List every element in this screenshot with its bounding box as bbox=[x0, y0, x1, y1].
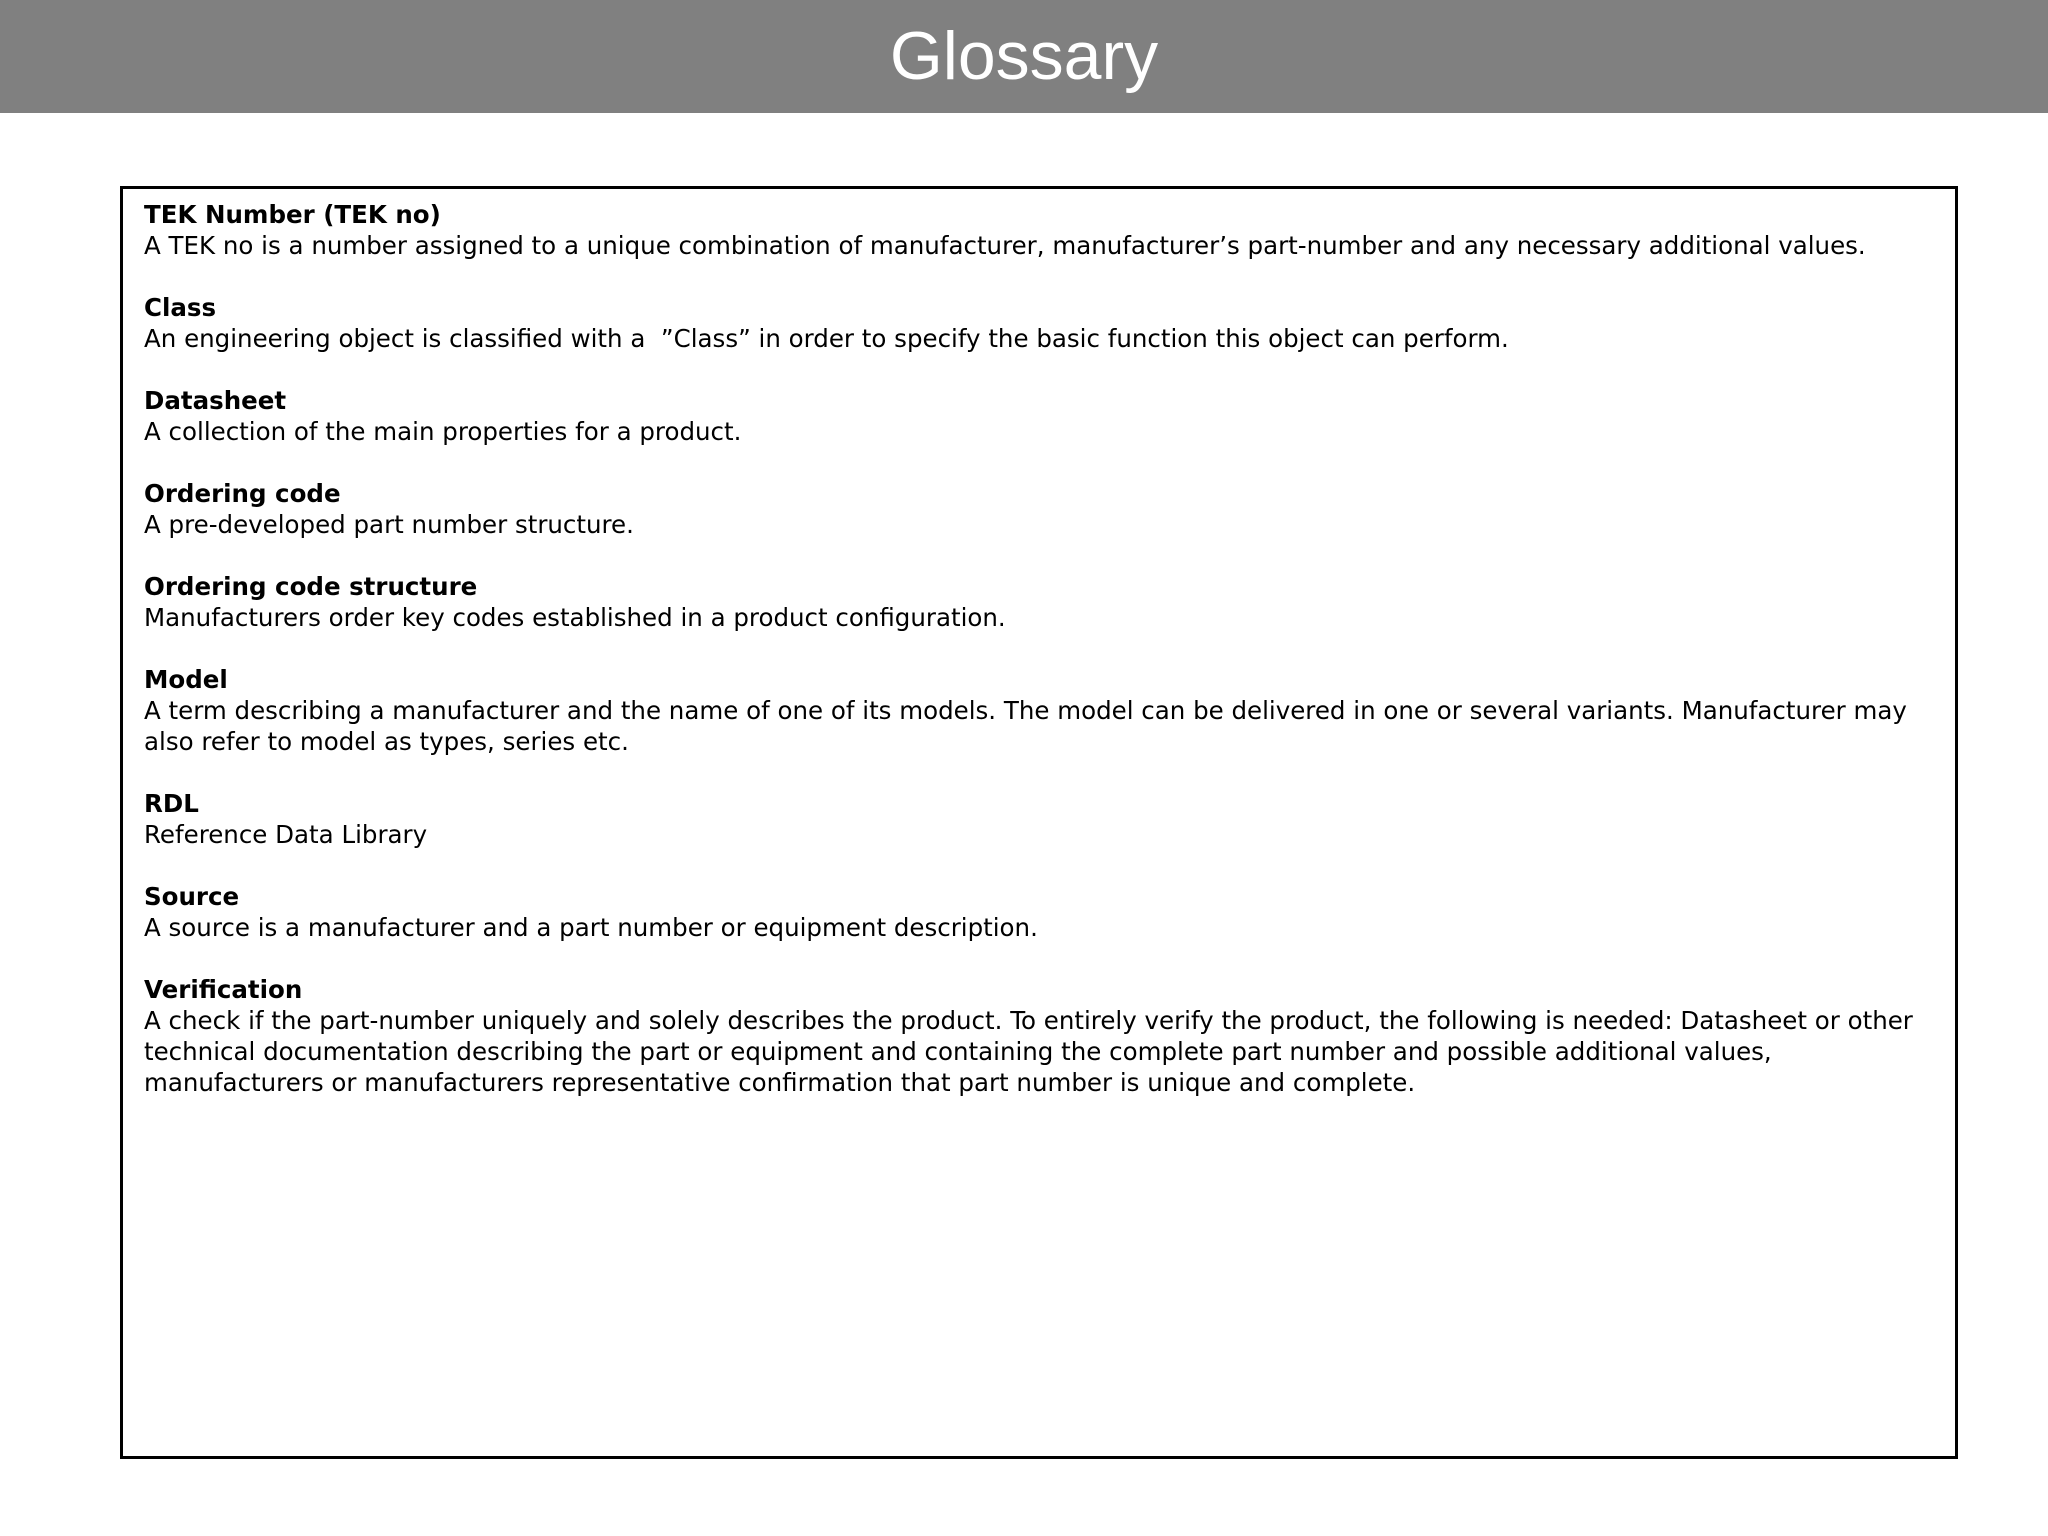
glossary-definition: An engineering object is classified with a ”Class” in order to specify the basic function this object can perform. bbox=[144, 324, 1509, 353]
glossary-entry-datasheet bbox=[144, 385, 1934, 447]
glossary-entry-tek-number bbox=[144, 199, 1934, 261]
glossary-entry-source bbox=[144, 881, 1934, 943]
glossary-definition: Reference Data Library bbox=[144, 820, 428, 849]
glossary-definition: A collection of the main properties for a product. bbox=[144, 417, 742, 446]
glossary-term: RDL bbox=[144, 789, 199, 818]
glossary-term: Model bbox=[144, 665, 228, 694]
glossary-entry-rdl bbox=[144, 788, 1934, 850]
glossary-definition: Manufacturers order key codes established in a product configuration. bbox=[144, 603, 1006, 632]
glossary-term: Source bbox=[144, 882, 240, 911]
glossary-term: Verification bbox=[144, 975, 303, 1004]
glossary-box bbox=[120, 186, 1958, 1459]
glossary-definition: A check if the part-number uniquely and solely describes the product. To entirely verify the product, the following is needed: Datasheet or other technical documentation describing the part or equipment and containing the complete part number and possible additional values, manufacturers or manufacturers representative confirmation that part number is unique and complete. bbox=[144, 1006, 1913, 1097]
glossary-term: Datasheet bbox=[144, 386, 287, 415]
page-title: Glossary bbox=[889, 18, 1159, 94]
glossary-definition: A term describing a manufacturer and the name of one of its models. The model can be delivered in one or several variants. Manufacturer may also refer to model as types, series etc. bbox=[144, 696, 1907, 756]
glossary-list bbox=[144, 199, 1934, 1129]
title-bar bbox=[0, 0, 2048, 113]
glossary-term: Class bbox=[144, 293, 217, 322]
glossary-definition: A source is a manufacturer and a part number or equipment description. bbox=[144, 913, 1038, 942]
glossary-definition: A pre-developed part number structure. bbox=[144, 510, 634, 539]
glossary-entry-ordering-code-structure bbox=[144, 571, 1934, 633]
glossary-term: Ordering code structure bbox=[144, 572, 478, 601]
glossary-entry-model bbox=[144, 664, 1934, 757]
glossary-term: TEK Number (TEK no) bbox=[144, 200, 441, 229]
glossary-term: Ordering code bbox=[144, 479, 341, 508]
glossary-definition: A TEK no is a number assigned to a unique combination of manufacturer, manufacturer’s part-number and any necessary additional values. bbox=[144, 231, 1866, 260]
glossary-entry-class bbox=[144, 292, 1934, 354]
glossary-entry-verification bbox=[144, 974, 1934, 1098]
glossary-entry-ordering-code bbox=[144, 478, 1934, 540]
